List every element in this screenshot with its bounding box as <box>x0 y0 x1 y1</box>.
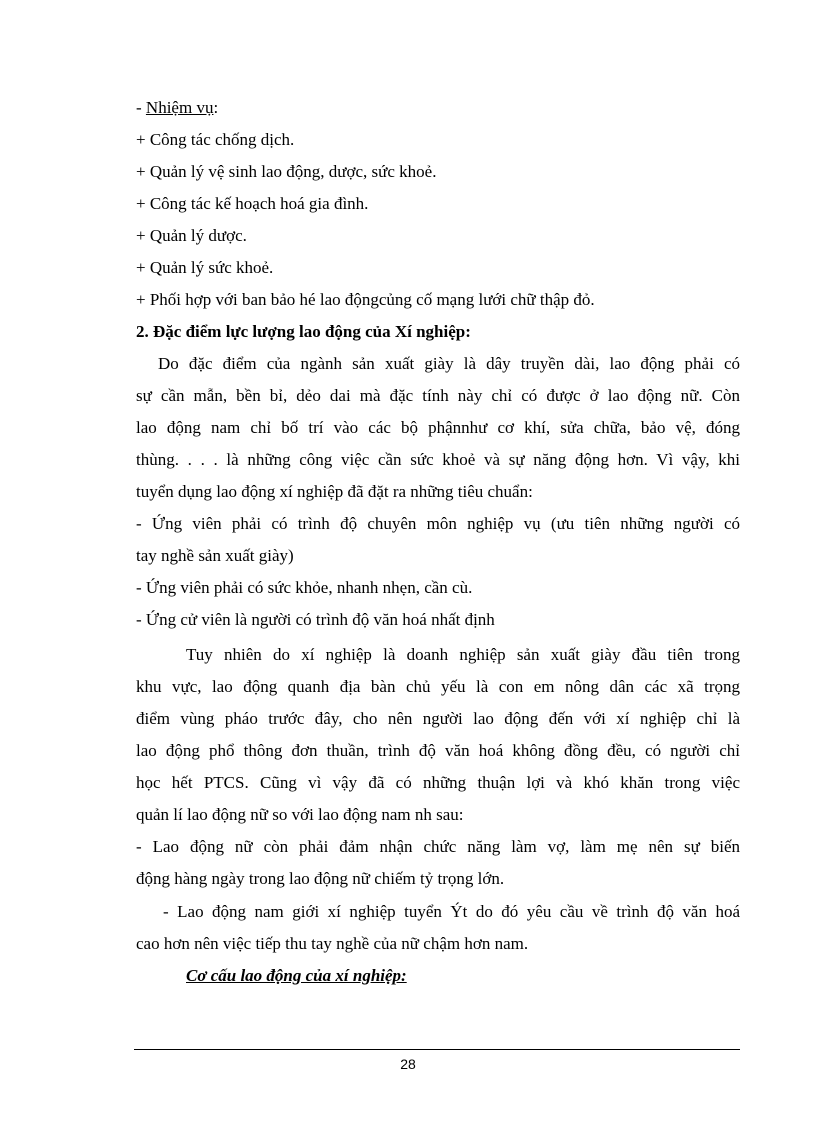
duty-item: + Quản lý dược. <box>136 226 247 245</box>
duty-item: + Công tác chống dịch. <box>136 130 295 149</box>
duty-item: + Quản lý sức khoẻ. <box>136 258 274 277</box>
criteria-line: - Ứng cử viên là người có trình độ văn hoá nhất định <box>136 610 495 629</box>
paragraph-line: tuyển dụng lao động xí nghiệp đã đặt ra những tiêu chuẩn: <box>136 482 533 501</box>
footer-rule <box>134 1049 740 1050</box>
paragraph-line: sự cần mẫn, bền bỉ, dẻo dai mà đặc tính này chỉ có được ở lao động nữ. Còn <box>136 386 740 405</box>
criteria-line: - Ứng viên phải có sức khỏe, nhanh nhẹn, cần cù. <box>136 578 473 597</box>
duties-colon: : <box>213 98 219 117</box>
paragraph-line: điểm vùng pháo trước đây, cho nên người lao động đến với xí nghiệp chỉ là <box>136 709 740 728</box>
duties-label: Nhiệm vụ <box>145 98 214 117</box>
paragraph-line: lao động phổ thông đơn thuần, trình độ văn hoá không đồng đều, có người chỉ <box>136 741 740 760</box>
paragraph-line: khu vực, lao động quanh địa bàn chủ yếu là con em nông dân các xã trọng <box>136 677 740 696</box>
paragraph-line: cao hơn nên việc tiếp thu tay nghề của nữ chậm hơn nam. <box>136 934 529 953</box>
section-heading: 2. Đặc điểm lực lượng lao động của Xí nghiệp: <box>136 322 471 341</box>
paragraph-line: Tuy nhiên do xí nghiệp là doanh nghiệp sản xuất giày đầu tiên trong <box>186 645 740 664</box>
page-number: 28 <box>400 1056 416 1072</box>
paragraph-line: Do đặc điểm của ngành sản xuất giày là dây truyền dài, lao động phải có <box>158 354 740 373</box>
criteria-line: tay nghề sản xuất giày) <box>136 546 294 565</box>
subheading: Cơ cấu lao động của xí nghiệp: <box>186 966 407 985</box>
duty-item: + Quản lý vệ sinh lao động, dược, sức khoẻ. <box>136 162 437 181</box>
duty-item: + Phối hợp với ban bảo hé lao độngcủng cố mạng lưới chữ thập đỏ. <box>136 290 595 309</box>
criteria-line: - Ứng viên phải có trình độ chuyên môn nghiệp vụ (ưu tiên những người có <box>136 514 740 533</box>
paragraph-line: - Lao động nam giới xí nghiệp tuyển Ýt do đó yêu cầu về trình độ văn hoá <box>163 902 740 921</box>
paragraph-line: thùng. . . . là những công việc cần sức khoẻ và sự năng động hơn. Vì vậy, khi <box>136 450 740 469</box>
paragraph-line: học hết PTCS. Cũng vì vậy đã có những thuận lợi và khó khăn trong việc <box>136 773 740 792</box>
paragraph-line: lao động nam chỉ bố trí vào các bộ phậnnhư cơ khí, sửa chữa, bảo vệ, đóng <box>136 418 740 437</box>
paragraph-line: quản lí lao động nữ so với lao động nam nh sau: <box>136 805 464 824</box>
duty-item: + Công tác kế hoạch hoá gia đình. <box>136 194 369 213</box>
paragraph-line: động hàng ngày trong lao động nữ chiếm tỷ trọng lớn. <box>136 869 505 888</box>
paragraph-line: - Lao động nữ còn phải đảm nhận chức năng làm vợ, làm mẹ nên sự biến <box>136 837 740 856</box>
duties-dash: - <box>136 98 146 117</box>
duties-title <box>136 97 740 119</box>
